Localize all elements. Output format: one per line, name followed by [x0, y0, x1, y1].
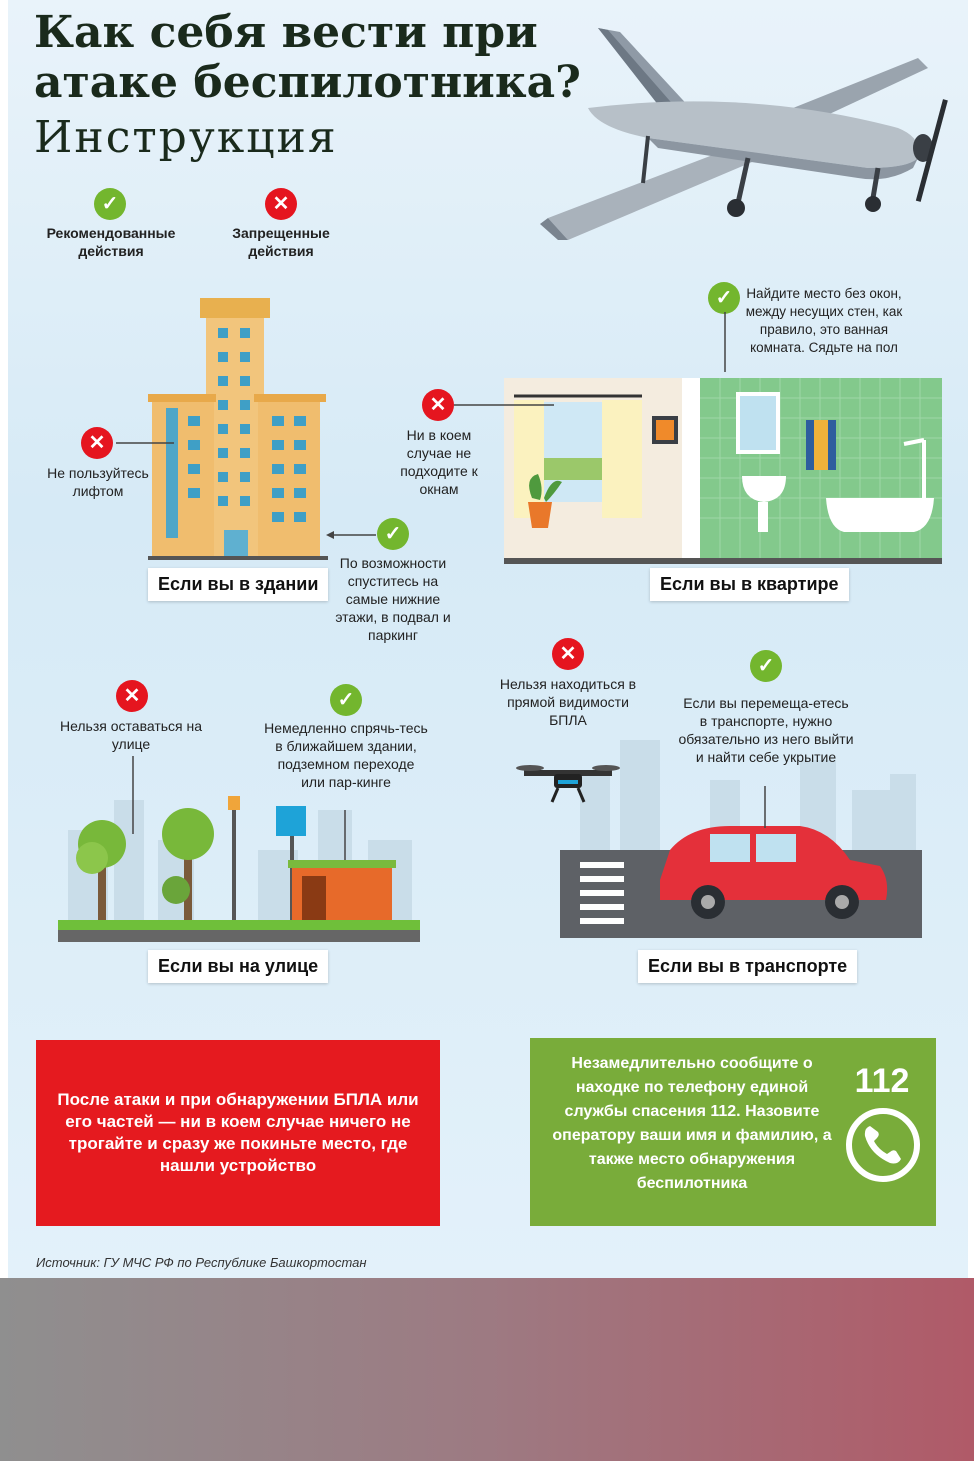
note-hide: Немедленно спрячь-тесь в ближайшем здании, подземном переходе или пар-кинге	[264, 720, 428, 790]
panel-label-apartment: Если вы в квартире	[650, 568, 849, 601]
small-drone-illustration	[516, 760, 620, 808]
source-caption: Источник: ГУ МЧС РФ по Республике Башкортостан	[36, 1255, 367, 1270]
no-elevator-cross-icon: ✕	[81, 427, 113, 459]
no-line-of-sight-cross-icon: ✕	[552, 638, 584, 670]
note-dont-stay: Нельзя оставаться на улице	[59, 718, 203, 752]
note-no-line-of-sight: Нельзя находиться в прямой видимости БПЛА	[499, 676, 637, 728]
warning-box	[36, 1040, 440, 1226]
building-illustration	[148, 298, 328, 560]
phone-icon	[844, 1106, 922, 1184]
elevator-pointer-line	[116, 438, 176, 448]
dont-stay-pointer-line	[128, 756, 138, 836]
note-leave-vehicle: Если вы перемеща-етесь в транспорте, нужно обязательно из него выйти и найти себе укрытие	[678, 695, 854, 765]
dont-stay-cross-icon: ✕	[116, 680, 148, 712]
warning-text: После атаки и при обнаружении БПЛА или его частей — ни в коем случае ничего не трогайте и сразу же покиньте место, где нашли устройство	[57, 1090, 419, 1175]
forbidden-cross-icon: ✕	[265, 188, 297, 220]
emergency-number: 112	[854, 1062, 910, 1100]
apartment-illustration	[504, 378, 942, 564]
find-place-pointer-line	[720, 312, 730, 374]
drone-plane-illustration	[528, 18, 948, 258]
leave-vehicle-check-icon: ✓	[750, 650, 782, 682]
go-down-check-icon: ✓	[377, 518, 409, 550]
panel-label-street: Если вы на улице	[148, 950, 328, 983]
note-find-place: Найдите место без окон, между несущих стен, как правило, это ванная комната. Сядьте на пол	[745, 286, 903, 355]
gradient-footer-band	[0, 1278, 974, 1461]
page-subtitle: Инструкция	[34, 112, 338, 163]
legend-forbidden: Запрещенные действия	[232, 225, 330, 259]
panel-label-transport: Если вы в транспорте	[638, 950, 857, 983]
street-illustration	[58, 790, 420, 942]
go-down-pointer-line	[326, 530, 378, 540]
panel-label-building: Если вы в здании	[148, 568, 328, 601]
note-no-elevator: Не пользуйтесь лифтом	[47, 465, 149, 499]
hide-check-icon: ✓	[330, 684, 362, 716]
report-text: Незамедлительно сообщите о находке по телефону единой службы спасения 112. Назовите оператору ваши имя и фамилию, а также место обнаружения беспилотника	[552, 1055, 832, 1192]
windows-pointer-line	[454, 400, 554, 410]
note-go-down: По возможности спуститесь на самые нижние этажи, в подвал и паркинг	[335, 555, 451, 643]
no-windows-cross-icon: ✕	[422, 389, 454, 421]
page-title: Как себя вести при атаке беспилотника?	[34, 7, 581, 108]
legend-recommended: Рекомендованные действия	[46, 225, 176, 259]
recommended-check-icon: ✓	[94, 188, 126, 220]
find-place-check-icon: ✓	[708, 282, 740, 314]
infographic-poster	[8, 0, 968, 1278]
hide-pointer-line	[340, 810, 350, 862]
note-no-windows: Ни в коем случае не подходите к окнам	[400, 427, 478, 497]
leave-vehicle-pointer-line	[760, 786, 770, 830]
report-box	[530, 1038, 936, 1226]
